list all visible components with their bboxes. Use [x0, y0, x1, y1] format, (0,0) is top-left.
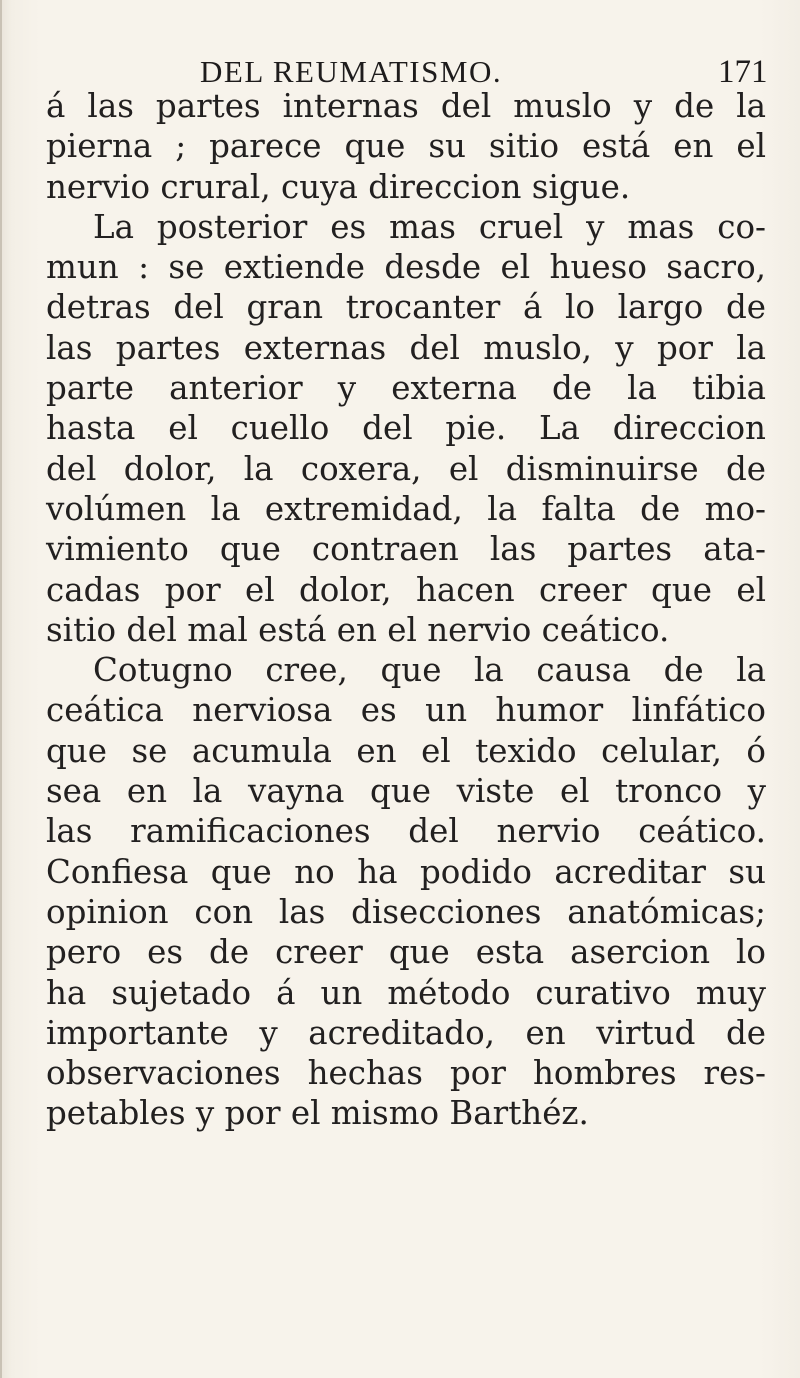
- text-line: cadas por el dolor, hacen creer que el: [46, 570, 766, 609]
- text-line: parte anterior y externa de la tibia: [46, 369, 766, 408]
- text-line: volúmen la extremidad, la falta de mo-: [46, 489, 766, 528]
- text-line: ha sujetado á un método curativo muy: [46, 973, 766, 1012]
- text-line: petables y por el mismo Barthéz.: [46, 1094, 589, 1133]
- text-line: las partes externas del muslo, y por la: [46, 328, 766, 367]
- text-line: ceática nerviosa es un humor linfático: [46, 691, 766, 730]
- body-text: [46, 86, 766, 1134]
- text-line: Confiesa que no ha podido acreditar su: [46, 852, 766, 891]
- text-line: pero es de creer que esta asercion lo: [46, 933, 766, 972]
- text-line: que se acumula en el texido celular, ó: [46, 731, 766, 770]
- text-line: á las partes internas del muslo y de la: [46, 87, 766, 125]
- text-line: del dolor, la coxera, el disminuirse de: [46, 449, 766, 488]
- text-line: sitio del mal está en el nervio ceático.: [46, 610, 670, 649]
- text-line: opinion con las disecciones anatómicas;: [46, 892, 766, 931]
- page-number: 171: [718, 54, 768, 90]
- text-line: pierna ; parece que su sitio está en el: [46, 127, 766, 166]
- text-line: sea en la vayna que viste el tronco y: [46, 772, 766, 811]
- text-line: detras del gran trocanter á lo largo de: [46, 288, 766, 327]
- text-line: nervio crural, cuya direccion sigue.: [46, 167, 631, 206]
- text-line: La posterior es mas cruel y mas co-: [93, 207, 766, 246]
- text-line: vimiento que contraen las partes ata-: [46, 530, 766, 569]
- running-head-title: DEL REUMATISMO.: [200, 54, 503, 89]
- page-gutter: [0, 0, 2, 1378]
- text-line: observaciones hechas por hombres res-: [46, 1054, 766, 1093]
- text-line: hasta el cuello del pie. La direccion: [46, 409, 766, 448]
- text-line: mun : se extiende desde el hueso sacro,: [46, 248, 766, 287]
- text-line: Cotugno cree, que la causa de la: [93, 651, 766, 690]
- text-line: importante y acreditado, en virtud de: [46, 1013, 766, 1052]
- text-line: las ramificaciones del nervio ceático.: [46, 812, 766, 851]
